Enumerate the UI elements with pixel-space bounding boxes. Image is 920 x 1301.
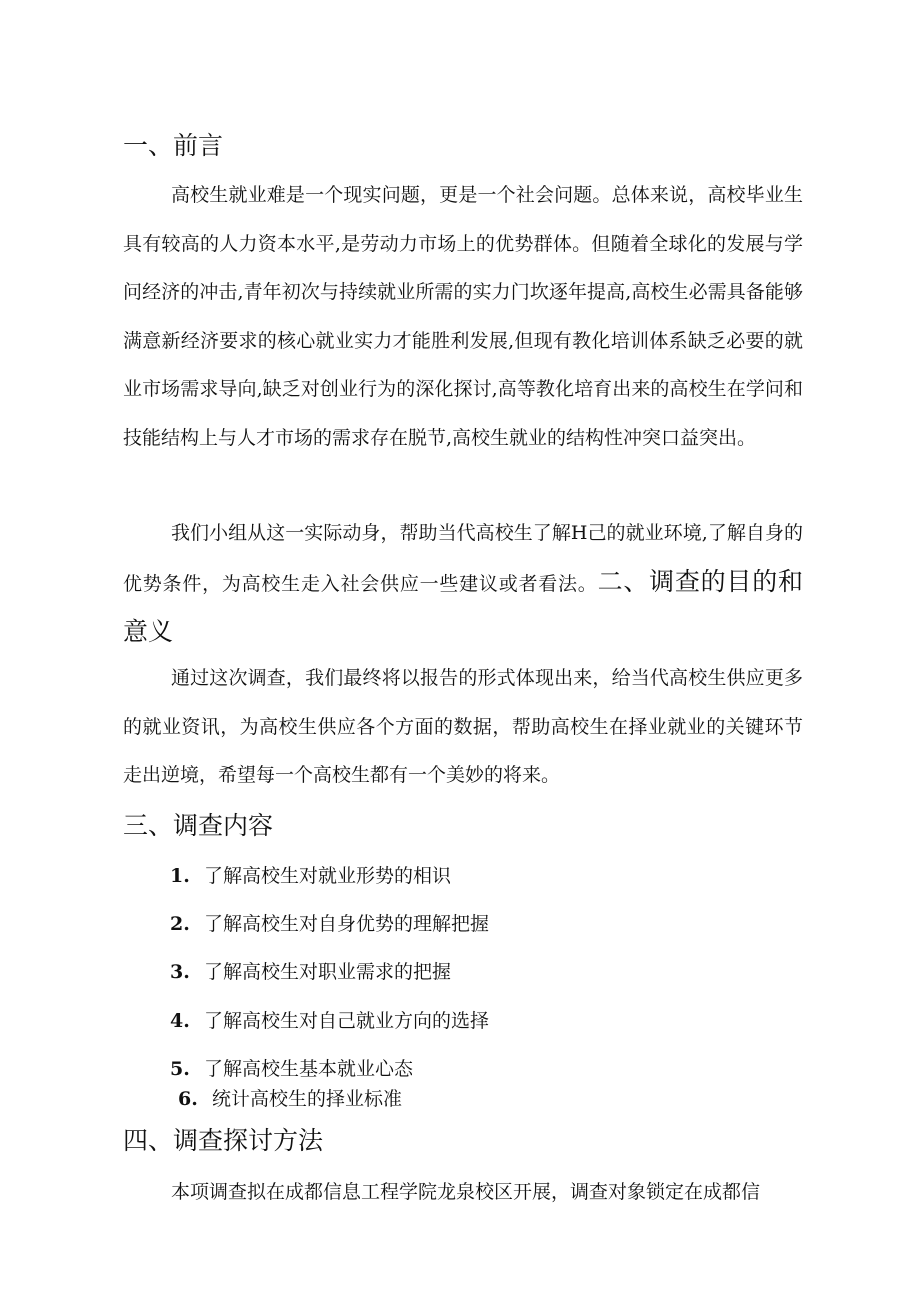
list-item-text: 了解高校生对自己就业方向的选择 [204,1010,490,1032]
list-item-number: 3. [170,961,190,983]
list-item-number: 2. [170,913,190,935]
list-item-text: 统计高校生的择业标准 [212,1088,403,1110]
section-heading-preface: 一、前言 [123,131,224,160]
preface-paragraph-2-text: 我们小组从这一实际动身，帮助当代高校生了解H己的就业环境,了解自身的优势条件，为高校生走入社会供应一些建议或者看法。 [123,522,803,595]
list-item-number: 6. [178,1088,198,1110]
list-item [170,957,451,984]
list-item-number: 5. [170,1058,190,1080]
list-item [170,909,489,936]
list-item [178,1084,402,1111]
section-heading-content: 三、调查内容 [123,811,274,840]
section-heading-method: 四、调查探讨方法 [123,1126,324,1155]
list-item-text: 了解高校生对职业需求的把握 [204,961,452,983]
list-item [170,1054,413,1081]
list-item [170,1006,489,1033]
list-item-text: 了解高校生对就业形势的相识 [204,865,452,887]
list-item-number: 1. [170,865,190,887]
list-item-text: 了解高校生基本就业心态 [204,1058,414,1080]
method-paragraph: 本项调查拟在成都信息工程学院龙泉校区开展，调查对象锁定在成都信 [171,1181,761,1203]
preface-paragraph-2 [123,509,803,659]
purpose-paragraph: 通过这次调查，我们最终将以报告的形式体现出来，给当代高校生供应更多的就业资讯，为高校生供应各个方面的数据，帮助高校生在择业就业的关键环节走出逆境，希望每一个高校生都有一个美妙的将来。 [123,667,803,786]
list-item-number: 4. [170,1010,190,1032]
list-item-text: 了解高校生对自身优势的理解把握 [204,913,490,935]
section-heading-purpose: 二、调查的目的和意义 [123,566,803,646]
preface-paragraph-1: 高校生就业难是一个现实问题，更是一个社会问题。总体来说，高校毕业生具有较高的人力资本水平,是劳动力市场上的优势群体。但随着全球化的发展与学问经济的冲击,青年初次与持续就业所需的实力门坎逐年提高,高校生必需具备能够满意新经济要求的核心就业实力才能胜利发展,但现有教化培训体系缺乏必要的就业市场需求导向,缺乏对创业行为的深化探讨,高等教化培育出来的高校生在学问和技能结构上与人才市场的需求存在脱节,高校生就业的结构性冲突口益突出。 [123,184,803,449]
list-item [170,861,451,888]
